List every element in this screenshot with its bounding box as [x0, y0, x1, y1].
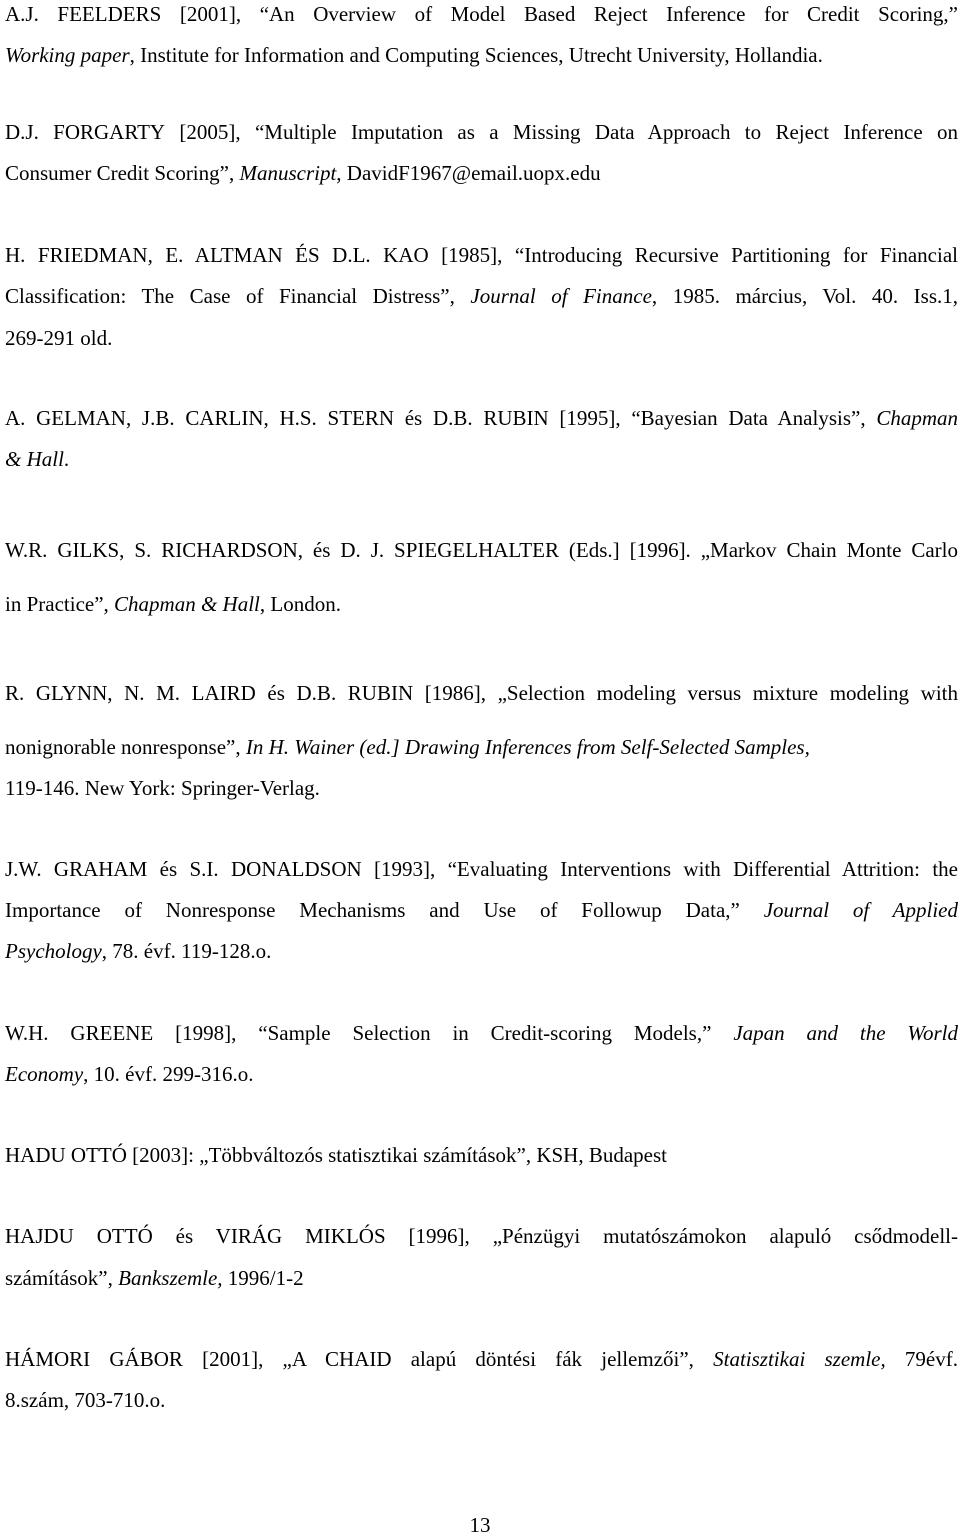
author-surname: UBIN — [361, 681, 414, 705]
reference-line — [5, 447, 69, 471]
author-surname: ÁBOR — [124, 1347, 183, 1371]
reference-text: [1995], “Bayesian Data Analysis”, — [548, 406, 877, 430]
author-surname: AJDU — [20, 1224, 74, 1248]
italic-text: Chapman — [876, 406, 958, 430]
author-surname: ONALDSON — [246, 857, 362, 881]
italic-text: Manuscript — [239, 161, 337, 185]
italic-text: Journal of Finance — [470, 284, 652, 308]
reference-text: , London. — [259, 592, 341, 616]
reference-line — [5, 939, 271, 963]
reference-text: R. G — [5, 681, 52, 705]
reference-text: O — [73, 1224, 112, 1248]
reference-text: , Institute for Information and Computing Sciences, Utrecht University, Hollandia. — [129, 43, 823, 67]
author-surname: TTÓ — [86, 1143, 127, 1167]
author-surname: TTÓ — [111, 1224, 153, 1248]
reference-text: W.R. G — [5, 538, 73, 562]
reference-text: 8.szám, 703-710.o. — [5, 1388, 166, 1412]
reference-line — [5, 735, 810, 759]
reference-text: W.H. G — [5, 1021, 86, 1045]
author-surname: RIEDMAN — [49, 243, 148, 267]
reference-text: , N. M. L — [107, 681, 205, 705]
author-surname: PIEGELHALTER — [405, 538, 559, 562]
reference-text: D.L. K — [319, 243, 399, 267]
reference-line — [5, 1224, 958, 1248]
reference-text: G — [90, 1347, 125, 1371]
reference-text: (Eds.] [1996]. „Markov Chain Monte Carlo — [558, 538, 958, 562]
italic-text: Japan and the World — [733, 1021, 958, 1045]
reference-text: Importance of Nonresponse Mechanisms and Use of Followup Data,” — [5, 898, 764, 922]
reference-line — [5, 120, 958, 144]
author-surname: RAHAM — [69, 857, 148, 881]
italic-text: Journal of Applied — [763, 898, 958, 922]
reference-text: [2001], “An Overview of Model Based Reject Inference for Credit Scoring,” — [161, 2, 958, 26]
italic-text: Working paper — [5, 43, 130, 67]
reference-text: [1986], „Selection modeling versus mixture modeling with — [413, 681, 958, 705]
reference-text: . — [63, 447, 70, 471]
reference-text: [1996], „Pénzügyi mutatószámokon alapuló csődmodell- — [385, 1224, 958, 1248]
reference-line — [5, 161, 601, 185]
reference-text: [2003]: „Többváltozós statisztikai számítások”, KSH, Budapest — [126, 1143, 667, 1167]
reference-text: és D.B. R — [394, 406, 498, 430]
author-surname: ILKS — [72, 538, 120, 562]
italic-text: In H. Wainer (ed.] Drawing Inferences from Self-Selected Samples, — [245, 735, 810, 759]
author-surname: AIRD — [204, 681, 256, 705]
reference-text: [1993], “Evaluating Interventions with Differential Attrition: the — [361, 857, 959, 881]
reference-text: 1996/1-2 — [222, 1266, 304, 1290]
author-surname: EELDERS — [69, 2, 162, 26]
reference-text: Consumer Credit Scoring”, — [5, 161, 240, 185]
reference-text: , J.B. C — [125, 406, 200, 430]
italic-text: Statisztikai szemle, — [713, 1347, 886, 1371]
author-surname: IRÁG — [230, 1224, 283, 1248]
reference-text: O — [65, 1143, 87, 1167]
reference-line — [5, 2, 958, 26]
reference-line — [5, 857, 958, 881]
author-surname: REENE — [85, 1021, 154, 1045]
reference-line — [5, 406, 958, 430]
reference-line — [5, 284, 958, 308]
author-surname: UBIN — [497, 406, 549, 430]
italic-text: Economy — [5, 1062, 84, 1086]
author-surname: LYNN — [51, 681, 108, 705]
author-surname: AO — [398, 243, 429, 267]
reference-text: , 1985. március, Vol. 40. Iss.1, — [651, 284, 959, 308]
reference-line — [5, 243, 958, 267]
reference-text: M — [282, 1224, 324, 1248]
reference-line — [5, 898, 958, 922]
reference-text: D.J. F — [5, 120, 65, 144]
reference-text: A. G — [5, 406, 52, 430]
reference-line — [5, 43, 823, 67]
reference-text: J.W. G — [5, 857, 70, 881]
reference-text: , 10. évf. 299-316.o. — [83, 1062, 254, 1086]
reference-text: , E. A — [147, 243, 210, 267]
reference-text: és V — [152, 1224, 231, 1248]
reference-text: , S. R — [119, 538, 176, 562]
reference-text: H — [5, 1143, 21, 1167]
reference-line — [5, 776, 320, 800]
reference-text: és D.B. R — [255, 681, 362, 705]
reference-text: H — [5, 1347, 21, 1371]
reference-text: H. F — [5, 243, 50, 267]
page-number: 13 — [469, 1513, 491, 1537]
reference-text: nonignorable nonresponse”, — [5, 735, 246, 759]
author-surname: IKLÓS — [323, 1224, 386, 1248]
reference-line — [5, 326, 112, 350]
reference-text: , DavidF1967@email.uopx.edu — [336, 161, 601, 185]
reference-line — [5, 1388, 165, 1412]
reference-text: [2005], “Multiple Imputation as a Missing Data Approach to Reject Inference on — [165, 120, 958, 144]
author-surname: ADU — [20, 1143, 66, 1167]
reference-text: 79évf. — [885, 1347, 958, 1371]
author-surname: ARLIN — [199, 406, 264, 430]
author-surname: ÁMORI — [20, 1347, 91, 1371]
reference-line — [5, 1347, 958, 1371]
reference-text: , 78. évf. 119-128.o. — [101, 939, 272, 963]
reference-text: 269-291 old. — [5, 326, 113, 350]
italic-text: & Hall — [5, 447, 64, 471]
reference-text: számítások”, — [5, 1266, 119, 1290]
reference-line — [5, 592, 341, 616]
reference-line — [5, 1266, 304, 1290]
reference-line — [5, 1021, 958, 1045]
reference-text: , és D. J. S — [297, 538, 406, 562]
reference-text: in Practice”, — [5, 592, 115, 616]
reference-text: Classification: The Case of Financial Distress”, — [5, 284, 471, 308]
author-surname: ELMAN — [51, 406, 126, 430]
reference-line — [5, 1062, 253, 1086]
reference-line — [5, 1143, 667, 1167]
italic-text: Chapman & Hall — [114, 592, 260, 616]
reference-text: H — [5, 1224, 21, 1248]
reference-text: 119-146. New York: Springer-Verlag. — [5, 776, 320, 800]
reference-text: A.J. F — [5, 2, 70, 26]
reference-line — [5, 681, 958, 705]
italic-text: Psychology — [5, 939, 102, 963]
reference-text: [2001], „A CHAID alapú döntési fák jellemzői”, — [182, 1347, 714, 1371]
author-surname: ORGARTY — [64, 120, 166, 144]
reference-line — [5, 538, 958, 562]
reference-text: , H.S. S — [263, 406, 340, 430]
italic-text: Bankszemle, — [118, 1266, 223, 1290]
reference-text: [1985], “Introducing Recursive Partitioning for Financial — [428, 243, 958, 267]
author-surname: ICHARDSON — [175, 538, 298, 562]
author-surname: TERN — [339, 406, 395, 430]
reference-text: [1998], “Sample Selection in Credit-scoring Models,” — [153, 1021, 734, 1045]
reference-text: és S.I. D — [147, 857, 247, 881]
author-surname: LTMAN ÉS — [209, 243, 320, 267]
